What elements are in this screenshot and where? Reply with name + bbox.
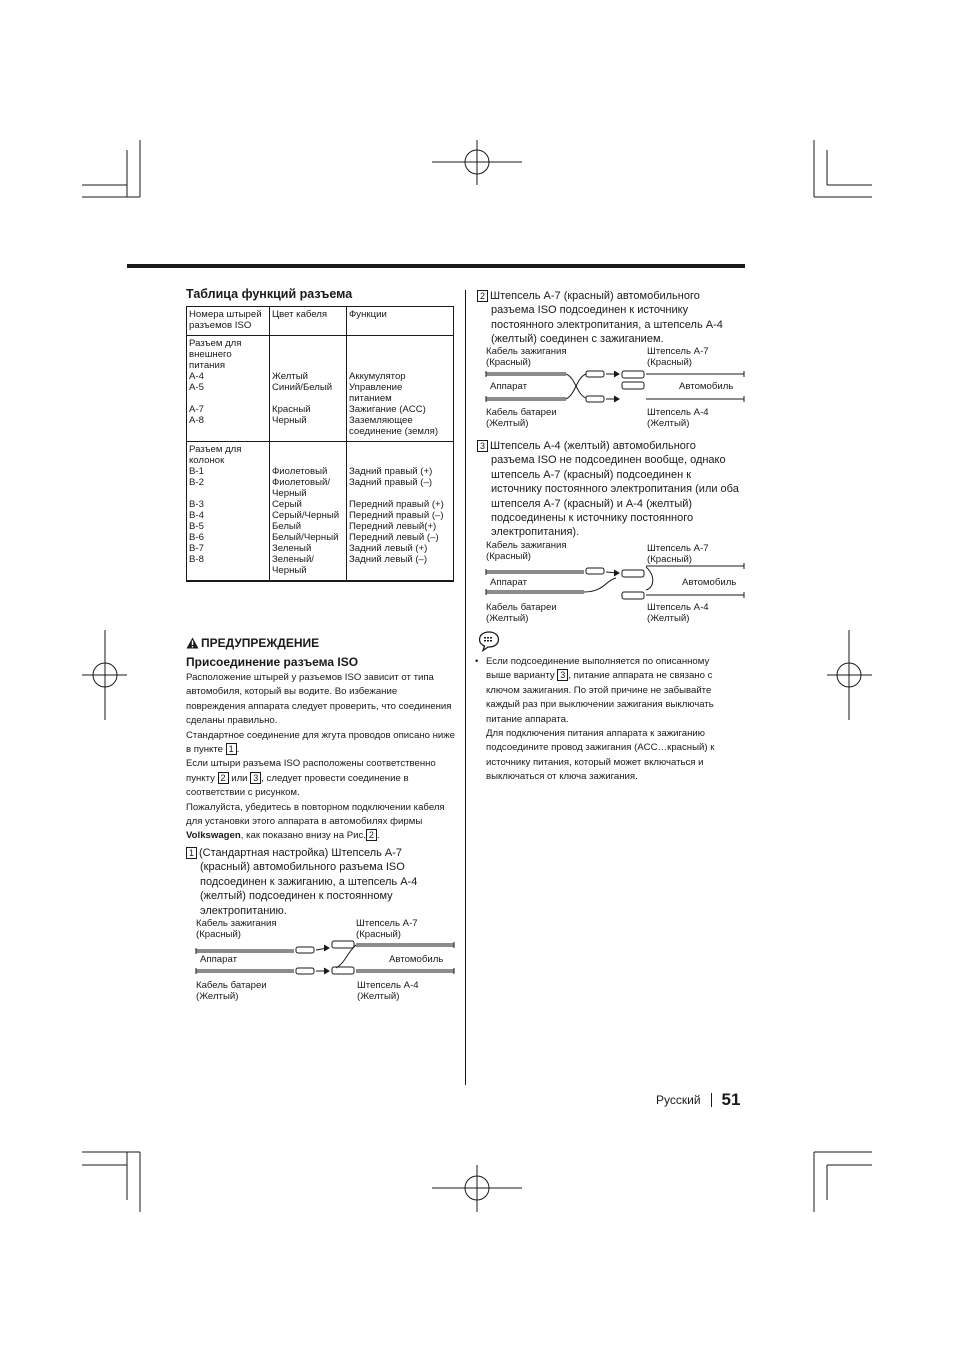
header-pin: Номера штырей разъемов ISO — [187, 307, 270, 336]
pin: B-8 — [189, 554, 204, 565]
step-number-box: 3 — [557, 669, 568, 681]
step-number-box: 2 — [477, 290, 488, 302]
step-number-box: 2 — [366, 829, 377, 841]
step-number-box: 1 — [186, 847, 197, 859]
intro-p3: Если штыри разъема ISO расположены соответственно пункту 2 или 3 , следует провести соединение в соответствии с рисунком. — [186, 758, 436, 799]
function: Передний правый (+) — [349, 499, 444, 510]
cable-color: Серый/Черный — [272, 510, 340, 521]
cable-color: Белый — [272, 521, 302, 532]
function: Задний правый (–) — [349, 477, 433, 488]
header-color: Цвет кабеля — [270, 307, 347, 336]
cable-color: Фиолетовый — [272, 466, 328, 477]
function: Задний левый (–) — [349, 554, 428, 565]
label-battery-cable: Кабель батареи (Желтый) — [196, 980, 267, 1002]
label-ignition-cable: Кабель зажигания (Красный) — [486, 346, 567, 368]
function: Заземляющее соединение (земля) — [349, 415, 439, 437]
pin: B-5 — [189, 521, 204, 532]
label-car: Автомобиль — [679, 381, 734, 392]
pin: B-3 — [189, 499, 204, 510]
wiring-diagram-3 — [486, 540, 748, 626]
note-speech-icon — [478, 630, 500, 652]
step-1 — [186, 846, 431, 918]
wiring-lines — [196, 918, 458, 1002]
function: Управление питанием — [349, 382, 403, 404]
label-plug-a4: Штепсель A-4 (Желтый) — [647, 602, 709, 624]
label-battery-cable: Кабель батареи (Желтый) — [486, 407, 557, 429]
label-battery-cable: Кабель батареи (Желтый) — [486, 602, 557, 624]
intro-p4: Пожалуйста, убедитесь в повторном подключении кабеля для установки этого аппарата в автомобилях фирмы Volkswagen, как показано внизу на Рис. 2 . — [186, 801, 445, 842]
step-text: (Стандартная настройка) Штепсель A-7 (красный) автомобильного разъема ISO подсоединен к зажиганию, а штепсель A-4 (желтый) подсоединен к постоянному электропитанию. — [199, 847, 418, 917]
label-car: Автомобиль — [389, 954, 444, 965]
label-car: Автомобиль — [682, 577, 737, 588]
label-plug-a4: Штепсель A-4 (Желтый) — [357, 980, 419, 1002]
step-number-box: 3 — [250, 772, 261, 784]
cable-color: Черный — [272, 415, 307, 426]
iso-pin-table — [186, 306, 454, 582]
brand-name: Volkswagen — [186, 830, 241, 842]
table-header-row — [187, 307, 454, 336]
pin: A-5 — [189, 382, 204, 393]
intro-p1: Расположение штырей у разъемов ISO зависит от типа автомобиля, который вы водите. Во избежание повреждения аппарата следует проверить, что соединения сделаны правильно. — [186, 672, 452, 727]
label-plug-a7: Штепсель A-7 (Красный) — [356, 918, 418, 940]
cable-color: Красный — [272, 404, 311, 415]
wiring-lines — [486, 346, 748, 430]
step-2 — [477, 289, 739, 347]
column-divider — [465, 290, 466, 1085]
cable-color: Зеленый — [272, 543, 312, 554]
bullet: • — [475, 656, 479, 667]
function: Задний правый (+) — [349, 466, 433, 477]
step-text: Штепсель A-7 (красный) автомобильного разъема ISO подсоединен к источнику постоянного электропитания, а штепсель A-4 (желтый) соединен с зажиганием. — [490, 290, 723, 346]
cable-color: Желтый — [272, 371, 309, 382]
page-number: 51 — [721, 1090, 741, 1109]
cable-color: Белый/Черный — [272, 532, 339, 543]
label-plug-a7: Штепсель A-7 (Красный) — [647, 543, 709, 565]
step-number-box: 1 — [226, 743, 237, 755]
label-ignition-cable: Кабель зажигания (Красный) — [196, 918, 277, 940]
warning-heading — [186, 636, 319, 650]
note-p2: Для подключения питания аппарата к зажиганию подсоедините провод зажигания (ACC…красный) к источнику питания, который может включаться и выключаться от ключа зажигания. — [486, 728, 715, 783]
function: Аккумулятор — [349, 371, 406, 382]
warning-triangle-icon — [186, 637, 199, 649]
group-label: Разъем для внешнего питания — [189, 338, 242, 371]
table-group-speakers — [187, 442, 454, 582]
intro-p2: Стандартное соединение для жгута проводов описано ниже в пункте 1 . — [186, 729, 456, 756]
label-unit: Аппарат — [490, 577, 527, 588]
pin: B-7 — [189, 543, 204, 554]
header-rule — [127, 264, 745, 268]
wiring-diagram-1 — [196, 918, 458, 1002]
function: Задний левый (+) — [349, 543, 428, 554]
label-plug-a7: Штепсель A-7 (Красный) — [647, 346, 709, 368]
function: Передний левый (–) — [349, 532, 439, 543]
step-number-box: 2 — [218, 772, 229, 784]
pin: A-7 — [189, 404, 204, 415]
wiring-diagram-2 — [486, 346, 748, 430]
group-label: Разъем для колонок — [189, 444, 242, 466]
label-plug-a4: Штепсель A-4 (Желтый) — [647, 407, 709, 429]
warning-subtitle: Присоединение разъема ISO — [186, 655, 359, 669]
pin: A-8 — [189, 415, 204, 426]
step-number-box: 3 — [477, 440, 488, 452]
label-unit: Аппарат — [200, 954, 237, 965]
pin: A-4 — [189, 371, 204, 382]
footer-language: Русский — [656, 1093, 701, 1107]
pin: B-2 — [189, 477, 204, 488]
intro-text — [186, 671, 456, 844]
step-text: Штепсель A-4 (желтый) автомобильного разъема ISO не подсоединен вообще, однако штепсель A-7 (красный) подсоединен к источнику постоянного электропитания (или оба штепселя A-7 (красный) и A-4 (желтый) подсоединены к источнику постоянного электропитания). — [490, 440, 739, 539]
pin: B-6 — [189, 532, 204, 543]
cable-color: Синий/Белый — [272, 382, 333, 393]
cable-color: Серый — [272, 499, 302, 510]
page-footer — [656, 1090, 740, 1110]
cable-color: Зеленый/ Черный — [272, 554, 314, 576]
function: Передний левый(+) — [349, 521, 437, 532]
label-unit: Аппарат — [490, 381, 527, 392]
table-group-power — [187, 336, 454, 442]
function: Зажигание (ACC) — [349, 404, 426, 415]
wiring-lines — [486, 540, 748, 626]
label-ignition-cable: Кабель зажигания (Красный) — [486, 540, 567, 562]
note-text: • Если подсоединение выполняется по описанному выше варианту 3 , питание аппарата не связано с ключом зажигания. По этой причине не забывайте каждый раз при выключении зажигания выключать питание аппарата. Для подключения питания аппарата к зажиганию подсоедините провод зажигания (ACC…красный) к источнику питания, который может включаться и выключаться от ключа зажигания. — [475, 655, 733, 785]
pin: B-4 — [189, 510, 204, 521]
pin: B-1 — [189, 466, 204, 477]
section-title: Таблица функций разъема — [186, 287, 353, 301]
header-function: Функции — [347, 307, 454, 336]
warning-title: ПРЕДУПРЕЖДЕНИЕ — [201, 636, 320, 650]
cable-color: Фиолетовый/ Черный — [272, 477, 331, 499]
function: Передний правый (–) — [349, 510, 444, 521]
step-3 — [477, 439, 739, 540]
